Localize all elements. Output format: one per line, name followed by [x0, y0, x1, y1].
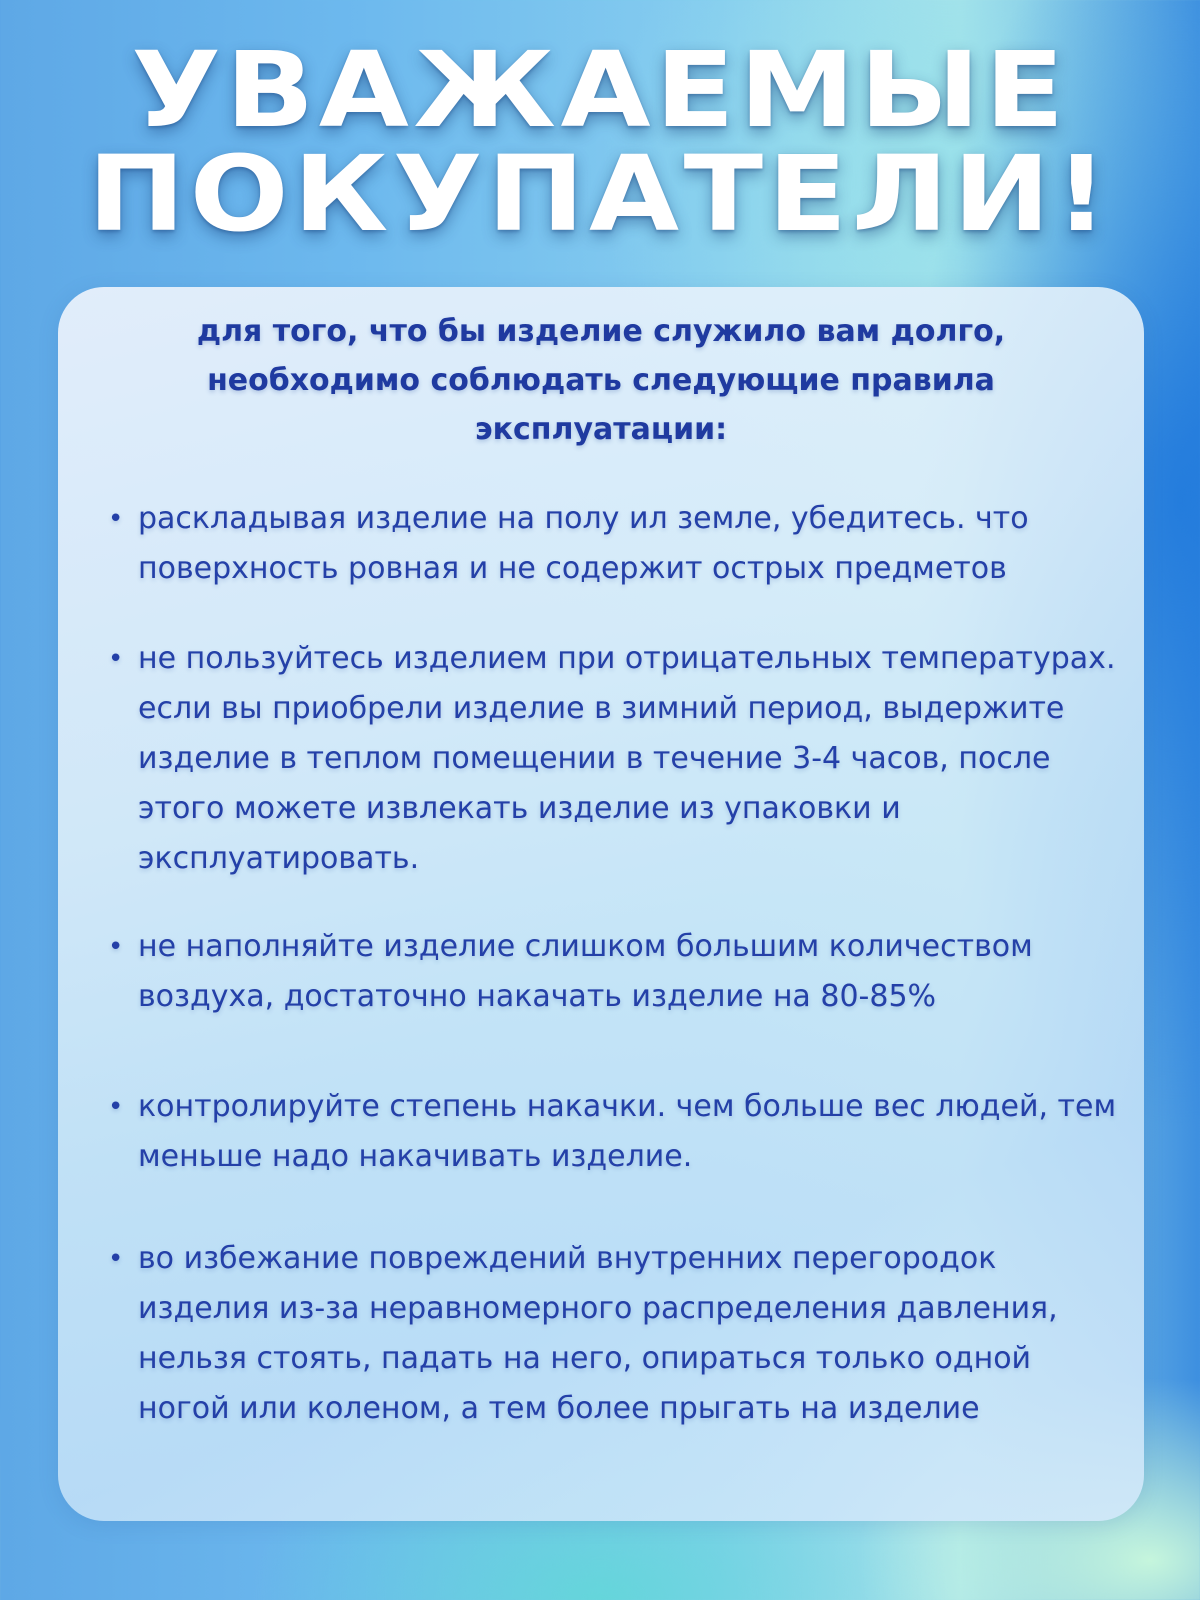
rule-text: контролируйте степень накачки. чем больше вес людей, тем меньше надо накачивать изделие.	[138, 1089, 1117, 1174]
rule-text: не пользуйтесь изделием при отрицательных температурах. если вы приобрели изделие в зимний период, выдержите изделие в теплом помещении в течение 3-4 часов, после этого можете извлекать изделие из упаковки и эксплуатировать.	[138, 641, 1116, 876]
headline-line-1: УВАЖАЕМЫЕ	[131, 29, 1069, 151]
list-item	[108, 1234, 1118, 1434]
headline	[0, 29, 1200, 255]
rule-text: не наполняйте изделие слишком большим количеством воздуха, достаточно накачать изделие на 80-85%	[138, 929, 1033, 1014]
rule-text: раскладывая изделие на полу ил земле, убедитесь. что поверхность ровная и не содержит острых предметов	[138, 501, 1029, 586]
bullet-icon: •	[108, 932, 124, 962]
bullet-icon: •	[108, 1092, 124, 1122]
headline-line-2: ПОКУПАТЕЛИ!	[87, 133, 1113, 255]
bullet-icon: •	[108, 1244, 124, 1274]
rule-text: во избежание повреждений внутренних перегородок изделия из-за неравномерного распределения давления, нельзя стоять, падать на него, опираться только одной ногой или коленом, а тем более прыгать на изделие	[138, 1241, 1058, 1426]
list-item	[108, 922, 1118, 1022]
list-item	[108, 494, 1118, 594]
bullet-icon: •	[108, 504, 124, 534]
list-item	[108, 634, 1118, 884]
list-item	[108, 1082, 1118, 1182]
instructions-card	[58, 287, 1144, 1521]
bullet-icon: •	[108, 644, 124, 674]
intro-text: для того, что бы изделие служило вам долго, необходимо соблюдать следующие правила эксплуатации:	[196, 314, 1006, 447]
